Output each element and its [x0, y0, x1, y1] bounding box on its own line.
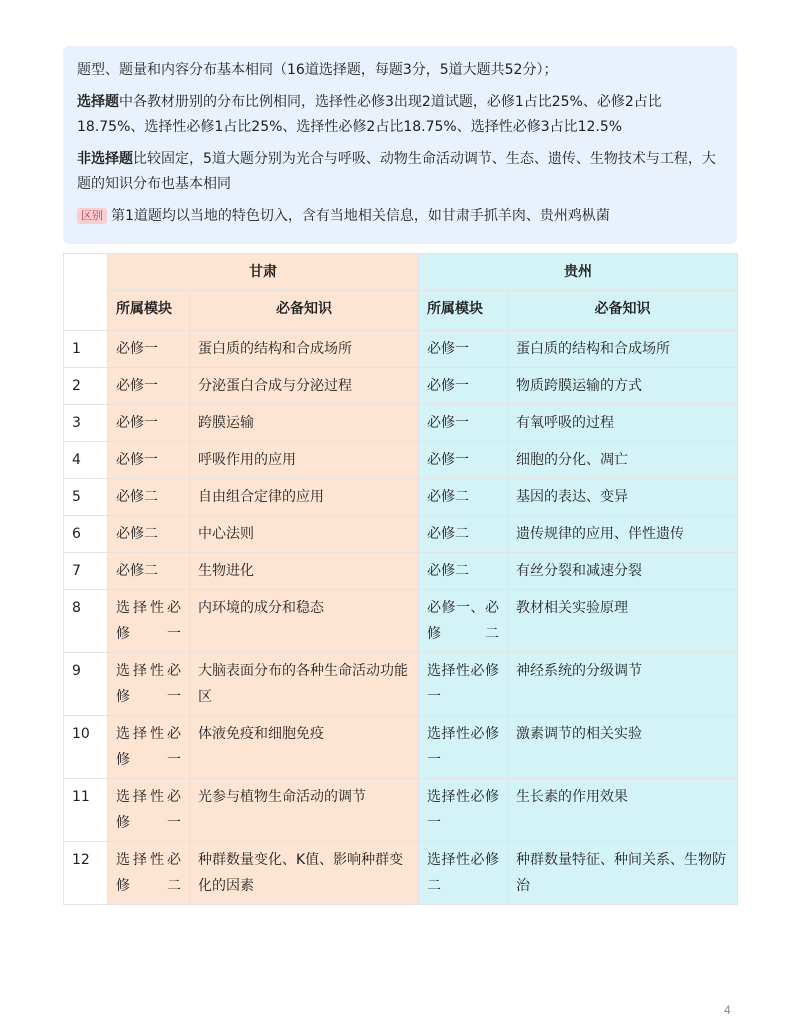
gansu-module-cell: 选择性必修一	[108, 716, 190, 779]
row-number-cell: 6	[64, 516, 108, 553]
gansu-knowledge-cell: 光参与植物生命活动的调节	[190, 779, 419, 842]
table-row	[64, 405, 738, 442]
summary-line-2-bold: 选择题	[77, 94, 119, 110]
row-number-cell: 5	[64, 479, 108, 516]
guizhou-knowledge-cell: 细胞的分化、凋亡	[508, 442, 738, 479]
table-row	[64, 842, 738, 905]
guizhou-module-cell: 必修一	[419, 331, 508, 368]
difference-tag: 区别	[77, 208, 107, 224]
table-row	[64, 779, 738, 842]
gansu-module-cell: 必修一	[108, 405, 190, 442]
table-row	[64, 716, 738, 779]
row-number-cell: 3	[64, 405, 108, 442]
guizhou-module-cell: 选择性必修一	[419, 716, 508, 779]
guizhou-module-cell: 必修二	[419, 479, 508, 516]
comparison-table	[63, 253, 738, 905]
page-number: 4	[724, 1003, 731, 1017]
guizhou-module-cell: 必修二	[419, 553, 508, 590]
guizhou-knowledge-cell: 基因的表达、变异	[508, 479, 738, 516]
region-header-gansu: 甘肃	[108, 254, 419, 291]
gansu-knowledge-cell: 中心法则	[190, 516, 419, 553]
summary-line-2-text: 中各教材册别的分布比例相同，选择性必修3出现2道试题，必修1占比25%、必修2占比18.75%、选择性必修1占比25%、选择性必修2占比18.75%、选择性必修3占比12.5%	[77, 94, 662, 135]
row-number-cell: 2	[64, 368, 108, 405]
guizhou-knowledge-cell: 生长素的作用效果	[508, 779, 738, 842]
gansu-module-cell: 必修一	[108, 368, 190, 405]
guizhou-module-cell: 选择性必修一	[419, 653, 508, 716]
gansu-knowledge-cell: 蛋白质的结构和合成场所	[190, 331, 419, 368]
guizhou-module-cell: 必修一	[419, 405, 508, 442]
gansu-knowledge-cell: 呼吸作用的应用	[190, 442, 419, 479]
table-row	[64, 442, 738, 479]
guizhou-knowledge-cell: 物质跨膜运输的方式	[508, 368, 738, 405]
guizhou-module-cell: 必修二	[419, 516, 508, 553]
gansu-knowledge-cell: 跨膜运输	[190, 405, 419, 442]
row-number-cell: 1	[64, 331, 108, 368]
summary-line-3-text: 比较固定，5道大题分别为光合与呼吸、动物生命活动调节、生态、遗传、生物技术与工程，大题的知识分布也基本相同	[77, 151, 716, 192]
gansu-module-cell: 选择性必修一	[108, 653, 190, 716]
guizhou-knowledge-cell: 激素调节的相关实验	[508, 716, 738, 779]
summary-line-3	[77, 147, 723, 197]
row-number-cell: 9	[64, 653, 108, 716]
gansu-module-cell: 必修二	[108, 516, 190, 553]
summary-line-4-text: 第1道题均以当地的特色切入，含有当地相关信息，如甘肃手抓羊肉、贵州鸡枞菌	[111, 208, 610, 224]
gansu-knowledge-cell: 自由组合定律的应用	[190, 479, 419, 516]
table-row	[64, 368, 738, 405]
guizhou-knowledge-cell: 有氧呼吸的过程	[508, 405, 738, 442]
summary-line-4	[77, 204, 723, 229]
row-number-cell: 7	[64, 553, 108, 590]
table-row	[64, 516, 738, 553]
guizhou-knowledge-cell: 蛋白质的结构和合成场所	[508, 331, 738, 368]
guizhou-knowledge-cell: 教材相关实验原理	[508, 590, 738, 653]
guizhou-knowledge-cell: 遗传规律的应用、伴性遗传	[508, 516, 738, 553]
region-header-guizhou: 贵州	[419, 254, 738, 291]
gansu-knowledge-cell: 生物进化	[190, 553, 419, 590]
table-row	[64, 331, 738, 368]
guizhou-module-cell: 必修一	[419, 368, 508, 405]
gansu-module-cell: 选择性必修一	[108, 779, 190, 842]
summary-callout	[63, 46, 737, 244]
gansu-module-cell: 必修二	[108, 553, 190, 590]
region-header-row	[64, 254, 738, 291]
guizhou-module-cell: 选择性必修二	[419, 842, 508, 905]
guizhou-knowledge-cell: 有丝分裂和减速分裂	[508, 553, 738, 590]
summary-line-1: 题型、题量和内容分布基本相同（16道选择题，每题3分，5道大题共52分）；	[77, 62, 558, 78]
row-number-cell: 8	[64, 590, 108, 653]
gansu-module-cell: 必修二	[108, 479, 190, 516]
table-row	[64, 653, 738, 716]
gansu-knowledge-cell: 大脑表面分布的各种生命活动功能区	[190, 653, 419, 716]
column-header-knowledge-guizhou: 必备知识	[508, 291, 738, 331]
row-number-cell: 10	[64, 716, 108, 779]
row-number-cell: 12	[64, 842, 108, 905]
summary-line-2	[77, 90, 723, 140]
gansu-knowledge-cell: 种群数量变化、K值、影响种群变化的因素	[190, 842, 419, 905]
gansu-knowledge-cell: 分泌蛋白合成与分泌过程	[190, 368, 419, 405]
table-row	[64, 479, 738, 516]
gansu-module-cell: 选择性必修二	[108, 842, 190, 905]
gansu-knowledge-cell: 体液免疫和细胞免疫	[190, 716, 419, 779]
row-number-cell: 11	[64, 779, 108, 842]
gansu-knowledge-cell: 内环境的成分和稳态	[190, 590, 419, 653]
table-row	[64, 590, 738, 653]
summary-line-3-bold: 非选择题	[77, 151, 133, 167]
column-header-module-gansu: 所属模块	[108, 291, 190, 331]
guizhou-knowledge-cell: 神经系统的分级调节	[508, 653, 738, 716]
blank-corner-cell	[64, 254, 108, 331]
guizhou-module-cell: 选择性必修一	[419, 779, 508, 842]
row-number-cell: 4	[64, 442, 108, 479]
gansu-module-cell: 必修一	[108, 331, 190, 368]
guizhou-knowledge-cell: 种群数量特征、种间关系、生物防治	[508, 842, 738, 905]
guizhou-module-cell: 必修一	[419, 442, 508, 479]
guizhou-module-cell: 必修一、必修二	[419, 590, 508, 653]
column-header-module-guizhou: 所属模块	[419, 291, 508, 331]
gansu-module-cell: 必修一	[108, 442, 190, 479]
column-header-knowledge-gansu: 必备知识	[190, 291, 419, 331]
gansu-module-cell: 选择性必修一	[108, 590, 190, 653]
column-header-row	[64, 291, 738, 331]
table-row	[64, 553, 738, 590]
